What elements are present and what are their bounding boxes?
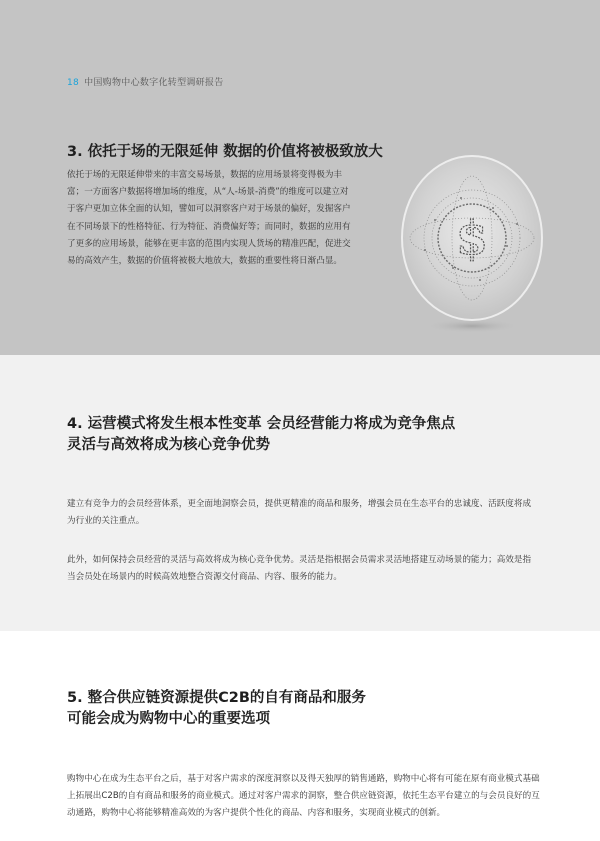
svg-text:$: $ (455, 211, 489, 265)
section-3-title-line-1: 5. 整合供应链资源提供C2B的自有商品和服务 (67, 690, 366, 706)
section-1-body: 依托于场的无限延伸带来的丰富交易场景，数据的应用场景将变得极为丰富；一方面客户数据将增加场的维度，从“人-场景-消费”的维度可以建立对于客户更加立体全面的认知，譬如可以洞察客户对于场景的偏好，发掘客户在不同场景下的性格特征、行为特征、消费偏好等；而同时，数据的应用有了更多的应用场景，能够在更丰富的范围内实现人货场的精准匹配，促进交易的高效产生，数据的价值将被极大地放大，数据的重要性将日渐凸显。 (67, 170, 351, 267)
section-2-paragraph-1: 建立有竞争力的会员经营体系，更全面地洞察会员，提供更精准的商品和服务，增强会员在生态平台的忠诚度、活跃度将成为行业的关注重点。 (67, 499, 532, 527)
section-3-title-line-2: 可能会成为购物中心的重要选项 (67, 711, 270, 727)
section-2-title-line-1: 4. 运营模式将发生根本性变革 会员经营能力将成为竞争焦点 (67, 416, 456, 432)
section-1-title: 3. 依托于场的无限延伸 数据的价值将被极致放大 (67, 144, 383, 160)
section-2-title (67, 414, 455, 456)
dollar-globe-icon (395, 150, 550, 340)
section-2-paragraph-2: 此外，如何保持会员经营的灵活与高效将成为核心竞争优势。灵活是指根据会员需求灵活地搭建互动场景的能力；高效是指当会员处在场景内的时候高效地整合资源交付商品、内容、服务的能力。 (67, 555, 532, 583)
section-2-background (0, 355, 600, 631)
section-3-title (67, 688, 366, 730)
page-number: 18 (67, 78, 80, 88)
report-title: 中国购物中心数字化转型调研报告 (84, 78, 224, 88)
section-3-body: 购物中心在成为生态平台之后，基于对客户需求的深度洞察以及得天独厚的销售通路，购物中心将有可能在原有商业模式基础上拓展出C2B的自有商品和服务的商业模式。通过对客户需求的洞察，整合供应链资源，依托生态平台建立的与会员良好的互动通路，购物中心将能够精准高效的为客户提供个性化的商品、内容和服务，实现商业模式的创新。 (67, 774, 540, 819)
page-header (67, 75, 224, 88)
section-2-title-line-2: 灵活与高效将成为核心竞争优势 (67, 437, 270, 453)
